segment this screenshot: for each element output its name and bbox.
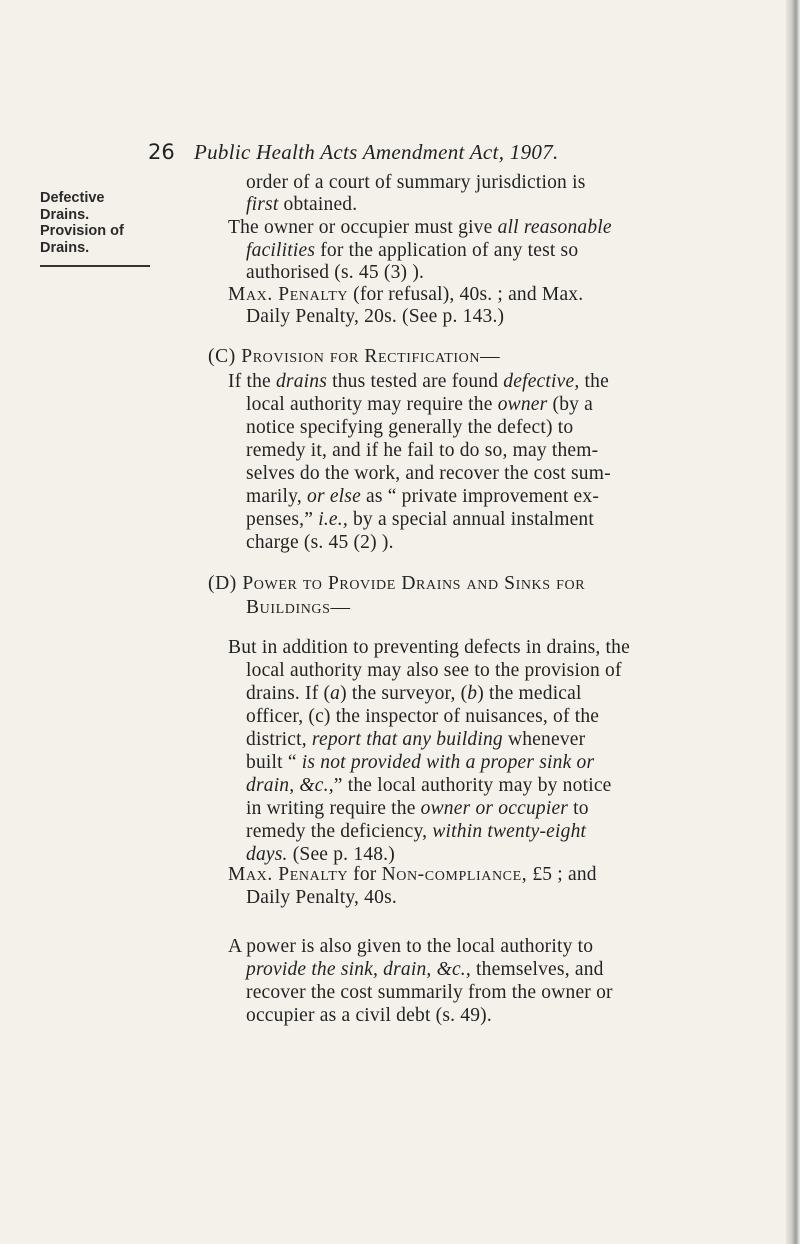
section-heading-d: (D) Power to Provide Drains and Sinks for bbox=[208, 573, 586, 594]
text-line: Max. Penalty (for refusal), 40s. ; and Max. bbox=[228, 284, 584, 305]
text-line: A power is also given to the local authority to bbox=[228, 936, 594, 957]
text-line: The owner or occupier must give all reasonable bbox=[228, 217, 612, 238]
text-line: authorised (s. 45 (3) ). bbox=[246, 262, 425, 283]
section-heading-c: (C) Provision for Rectification— bbox=[208, 346, 501, 367]
text-line: Daily Penalty, 40s. bbox=[246, 887, 397, 908]
page-edge-shadow bbox=[786, 0, 800, 1244]
text-line: district, report that any building whenever bbox=[246, 729, 586, 750]
text-line: officer, (c) the inspector of nuisances, of the bbox=[246, 706, 600, 727]
text-line: charge (s. 45 (2) ). bbox=[246, 532, 394, 553]
text-line: selves do the work, and recover the cost sum- bbox=[246, 463, 611, 484]
text-line: recover the cost summarily from the owner or bbox=[246, 982, 613, 1003]
margin-note-line: Drains. bbox=[40, 206, 90, 223]
text-line: notice specifying generally the defect) to bbox=[246, 417, 574, 438]
text-line: in writing require the owner or occupier to bbox=[246, 798, 589, 819]
text-line: drains. If (a) the surveyor, (b) the medical bbox=[246, 683, 582, 704]
text-line: remedy it, and if he fail to do so, may them- bbox=[246, 440, 599, 461]
text-line: local authority may require the owner (by a bbox=[246, 394, 594, 415]
margin-note-line: Defective bbox=[40, 190, 105, 206]
margin-rule bbox=[40, 265, 150, 267]
text-line: local authority may also see to the provision of bbox=[246, 660, 622, 681]
text-line: But in addition to preventing defects in drains, the bbox=[228, 637, 630, 658]
margin-note-line: Drains. bbox=[40, 239, 90, 256]
text-line: provide the sink, drain, &c., themselves, and bbox=[246, 959, 604, 980]
text-line: drain, &c.,” the local authority may by notice bbox=[246, 775, 612, 796]
page-header bbox=[148, 140, 559, 165]
text-line: Max. Penalty for Non-compliance, £5 ; and bbox=[228, 864, 597, 885]
page-number: 26 bbox=[148, 140, 175, 164]
text-line: first obtained. bbox=[246, 194, 358, 215]
text-line: days. (See p. 148.) bbox=[246, 844, 395, 865]
text-line: order of a court of summary jurisdiction is bbox=[246, 172, 586, 193]
margin-note-line: Provision of bbox=[40, 223, 124, 239]
text-line: facilities for the application of any test so bbox=[246, 240, 579, 261]
text-line: If the drains thus tested are found defective, the bbox=[228, 371, 609, 392]
text-line: Daily Penalty, 20s. (See p. 143.) bbox=[246, 306, 505, 327]
text-line: marily, or else as “ private improvement ex- bbox=[246, 486, 600, 507]
text-line: remedy the deficiency, within twenty-eight bbox=[246, 821, 587, 842]
section-heading-d-cont: Buildings— bbox=[246, 597, 351, 618]
text-line: built “ is not provided with a proper sink or bbox=[246, 752, 595, 773]
margin-note bbox=[40, 190, 124, 256]
running-title: Public Health Acts Amendment Act, 1907. bbox=[193, 140, 559, 164]
text-line: penses,” i.e., by a special annual instalment bbox=[246, 509, 594, 530]
text-line: occupier as a civil debt (s. 49). bbox=[246, 1005, 492, 1026]
